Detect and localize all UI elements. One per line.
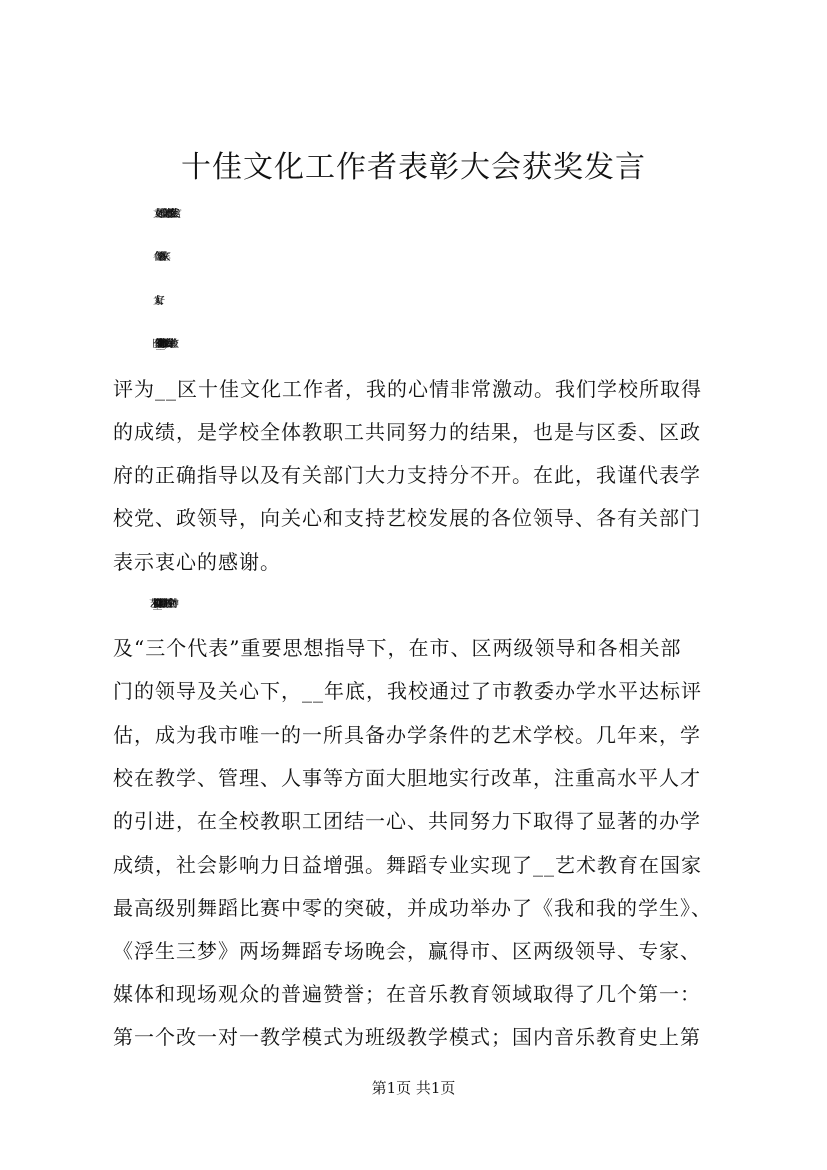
paragraph-2-line-1: 近年来，__艺术学校在认真学习和贯彻十六届五中全会精神 <box>153 599 170 610</box>
paragraph-1-line-3: 的成绩，是学校全体教职工共同努力的结果，也是与区委、区政 <box>113 420 701 444</box>
paragraph-2-line-5: 校在教学、管理、人事等方面大胆地实行改革，注重高水平人才 <box>113 766 701 790</box>
paragraph-2-line-6: 的引进，在全校教职工团结一心、共同努力下取得了显著的办学 <box>113 809 701 833</box>
page-number-footer: 第1页 共1页 <box>371 1079 456 1097</box>
paragraph-1-line-2: 评为__区十佳文化工作者，我的心情非常激动。我们学校所取得 <box>113 377 702 401</box>
paragraph-2-line-9: 《浮生三梦》两场舞蹈专场晚会，赢得市、区两级领导、专家、 <box>113 939 701 963</box>
paragraph-1-line-4: 府的正确指导以及有关部门大力支持分不开。在此，我谨代表学 <box>113 463 701 487</box>
paragraph-1-line-1: 今天能有幸参加__区十佳文化工作者表彰大会，并荣幸地被 <box>153 339 170 350</box>
paragraph-1-line-5: 校党、政领导，向关心和支持艺校发展的各位领导、各有关部门 <box>113 506 701 530</box>
paragraph-2-line-7: 成绩，社会影响力日益增强。舞蹈专业实现了__艺术教育在国家 <box>113 853 702 877</box>
paragraph-2-line-4: 估，成为我市唯一的一所具备办学条件的艺术学校。几年来，学 <box>113 723 701 747</box>
document-title: 十佳文化工作者表彰大会获奖发言 <box>181 150 646 185</box>
paragraph-2-line-10: 媒体和现场观众的普遍赞誉；在音乐教育领域取得了几个第一： <box>113 982 701 1006</box>
paragraph-2-line-3: 门的领导及关心下，__年底，我校通过了市教委办学水平达标评 <box>113 679 702 703</box>
salutation-line: 各位领导、各位来宾： <box>153 252 163 263</box>
article-title-line: 文章标题：十佳文化工作者表彰大会获奖发言 <box>153 209 173 220</box>
paragraph-2-line-8: 最高级别舞蹈比赛中零的突破，并成功举办了《我和我的学生》、 <box>113 896 712 920</box>
paragraph-2-line-2: 及“三个代表”重要思想指导下，在市、区两级领导和各相关部 <box>113 636 682 660</box>
paragraph-2-line-11: 第一个改一对一教学模式为班级教学模式；国内音乐教育史上第 <box>113 1025 701 1049</box>
paragraph-1-line-6: 表示衷心的感谢。 <box>113 550 281 574</box>
greeting-line: 大家好。 <box>153 296 157 307</box>
